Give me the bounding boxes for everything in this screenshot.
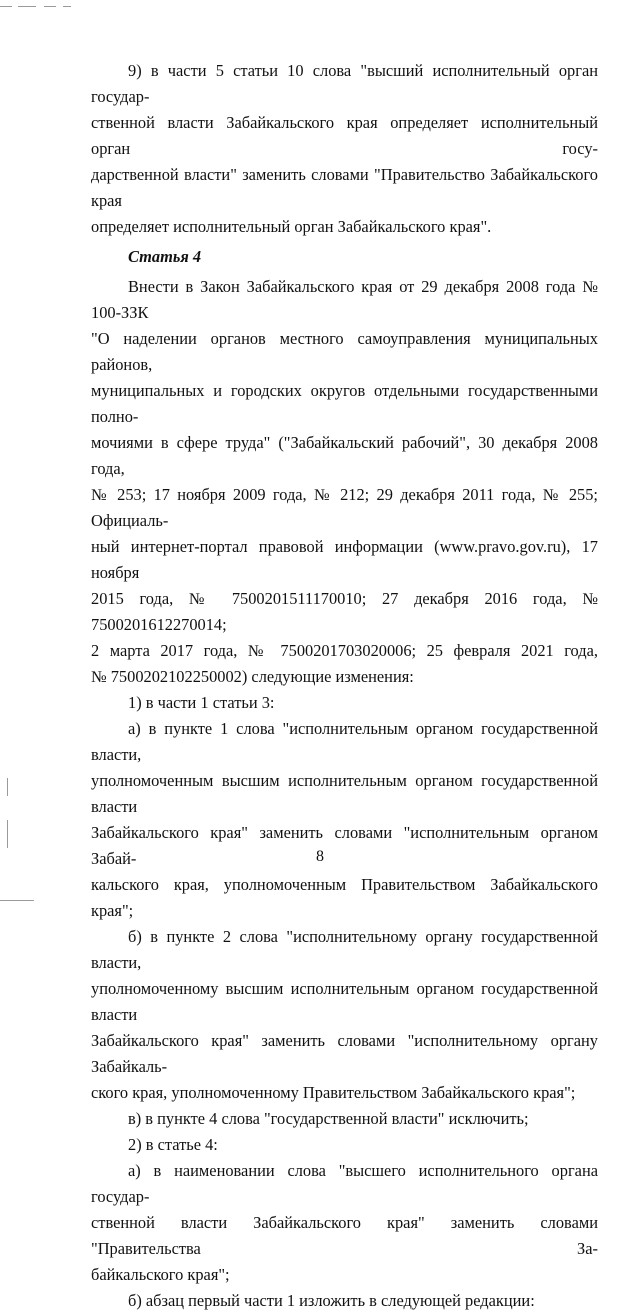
scan-artifact-bottom	[0, 900, 34, 901]
scan-artifact-top	[0, 6, 12, 7]
text-line: ского края, уполномоченному Правительством Забайкальского края";	[91, 1083, 576, 1102]
text-line: а) в пункте 1 слова "исполнительным органом государственной власти,	[91, 719, 598, 764]
text-line: Забайкальского края" заменить словами "исполнительным органом Забай-	[91, 823, 598, 868]
text-line: дарственной власти" заменить словами "Правительство Забайкальского края	[91, 165, 598, 210]
text-line: б) в пункте 2 слова "исполнительному органу государственной власти,	[91, 927, 598, 972]
text-line: муниципальных и городских округов отдельными государственными полно-	[91, 381, 598, 426]
paragraph	[91, 924, 598, 1106]
text-line: "О наделении органов местного самоуправления муниципальных районов,	[91, 329, 598, 374]
text-line: определяет исполнительный орган Забайкальского края".	[91, 217, 492, 236]
text-line: 2015 года, № 7500201511170010; 27 декабря 2016 года, № 7500201612270014;	[91, 589, 598, 634]
text-line: 2) в статье 4:	[128, 1135, 218, 1154]
text-line: 9) в части 5 статьи 10 слова "высший исполнительный орган государ-	[91, 61, 598, 106]
text-line: ный интернет-портал правовой информации (www.pravo.gov.ru), 17 ноября	[91, 537, 598, 582]
text-line: уполномоченному высшим исполнительным органом государственной власти	[91, 979, 598, 1024]
text-line: № 7500202102250002) следующие изменения:	[91, 667, 414, 686]
document-body	[91, 58, 598, 1314]
text-line: а) в наименовании слова "высшего исполнительного органа государ-	[91, 1161, 598, 1206]
text-line: уполномоченным высшим исполнительным органом государственной власти	[91, 771, 598, 816]
paragraph	[91, 58, 598, 240]
paragraph	[91, 1106, 598, 1132]
text-line: в) в пункте 4 слова "государственной власти" исключить;	[128, 1109, 529, 1128]
text-line: б) абзац первый части 1 изложить в следующей редакции:	[128, 1291, 535, 1310]
text-line: 1) в части 1 статьи 3:	[128, 693, 275, 712]
scan-artifact-top	[63, 6, 71, 7]
text-line: Забайкальского края" заменить словами "исполнительному органу Забайкаль-	[91, 1031, 598, 1076]
text-line: ственной власти Забайкальского края" заменить словами "Правительства За-	[91, 1213, 598, 1258]
paragraph	[91, 716, 598, 924]
text-line: кальского края, уполномоченным Правительством Забайкальского края";	[91, 875, 598, 920]
text-line: Внести в Закон Забайкальского края от 29 декабря 2008 года № 100-ЗЗК	[91, 277, 598, 322]
text-line: ственной власти Забайкальского края определяет исполнительный орган госу-	[91, 113, 598, 158]
article-heading: Статья 4	[128, 247, 202, 266]
scan-artifact-left-edge	[7, 778, 8, 796]
paragraph	[91, 1132, 598, 1158]
paragraph	[91, 1158, 598, 1288]
page-number: 8	[316, 848, 324, 865]
text-line: мочиями в сфере труда" ("Забайкальский рабочий", 30 декабря 2008 года,	[91, 433, 598, 478]
text-line: 2 марта 2017 года, № 7500201703020006; 25 февраля 2021 года,	[91, 641, 598, 660]
scan-artifact-top	[44, 6, 56, 7]
paragraph	[91, 1288, 598, 1314]
scan-artifact-top	[18, 6, 36, 7]
paragraph	[91, 274, 598, 690]
text-line: байкальского края";	[91, 1265, 230, 1284]
scan-artifact-left-edge	[7, 820, 8, 848]
paragraph	[91, 690, 598, 716]
text-line: № 253; 17 ноября 2009 года, № 212; 29 декабря 2011 года, № 255; Официаль-	[91, 485, 598, 530]
